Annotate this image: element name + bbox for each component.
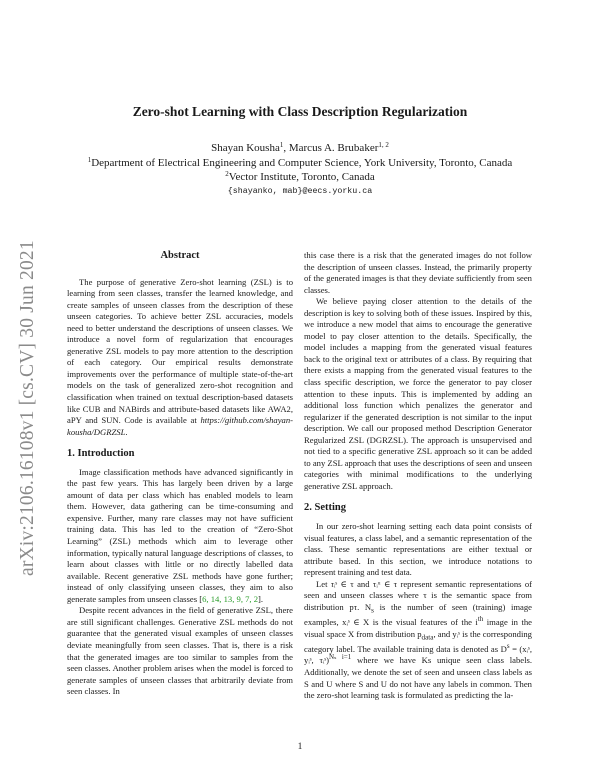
setting-paragraph-2: Let τᵢˢ ∈ τ and τᵢᵘ ∈ τ represent semantic representations of seen and unseen classes where τ is the semantic space from distribution pτ. $N_s$ is the number of seen (training) image examples, xᵢˢ ∈ X is the visual features of the $i^{th}$ image in the visual space X from distribution $p_{data}$, and yᵢˢ is the corresponding category label. The available training data is denoted as $D^s$ = (xᵢˢ, yᵢˢ, τᵢˢ)$^{N_s i=1}$ where we have Ks unique seen class labels. Additionally, we denote the set of seen and unseen class labels as S and U where S and U do not have any labels in common. Then the zero-shot learning task is formulated as predicting the la-	[304, 578, 533, 701]
author-name: Shayan Kousha	[211, 142, 280, 154]
setting-paragraph-1: In our zero-shot learning setting each data point consists of visual features, a class label, and a semantic representation of the class. These semantic representations are either textual or attribute based. In this section, we introduce notations to represent training and test data.	[304, 521, 532, 578]
right-column	[304, 250, 532, 702]
arxiv-stamp-text: arXiv:2106.16108v1 [cs.CV] 30 Jun 2021	[17, 240, 38, 576]
paper-title: Zero-shot Learning with Class Description Regularization	[132, 104, 468, 119]
abstract-text	[67, 277, 293, 439]
page-number: 1	[297, 742, 303, 752]
author-line	[0, 141, 600, 156]
affiliation-text: Department of Electrical Engineering and Computer Science, York University, Toronto, Canada	[91, 156, 513, 169]
intro-paragraph-3: this case there is a risk that the generated images do not follow the description of unseen classes. Instead, the primarily property of the generated images is that they deviate sufficiently from seen classes.	[304, 250, 532, 295]
intro-paragraph-2: Despite recent advances in the field of generative ZSL, there are still significant challenges. Generative ZSL methods do not guarantee that the generated visual examples of unseen classes deviate meaningfully from seen classes. That is, there is a risk that the generated images are too similar to samples from the seen classes. Another problem arises when the model is forced to generate samples of unseen classes that arbitrarily deviate from seen classes. In	[67, 605, 293, 697]
intro-paragraph-1	[67, 467, 293, 606]
author-affil-mark: 1, 2	[378, 141, 389, 149]
affil-mark: 2	[225, 170, 229, 178]
section-heading-setting: 2. Setting	[304, 502, 346, 514]
author-separator: ,	[283, 142, 289, 154]
affiliation-1	[0, 156, 600, 171]
affiliation-text: Vector Institute, Toronto, Canada	[228, 171, 375, 183]
affiliation-2	[0, 170, 600, 185]
intro-paragraph-4: We believe paying closer attention to the details of the description is key to solving both of these issues. Inspired by this, we introduce a new model that aims to encourage the generative model to pay closer attention to the details. Specifically, the model includes a mapping from the generated visual features back to the original text or attributes of a class. By requiring that there exists a mapping from the generated visual features to the class specific description, we force the generator to pay closer attention to these inputs. This is implemented by adding an additional loss function which penalizes the generator and regularizer if the generated description is not similar to the input description. We call our proposed method Description Generator Regularized ZSL (DGRZSL). The approach is unsupervised and not tied to a specific generative ZSL approach so it can be added to any ZSL approach that uses the descriptions of seen and unseen categories with minimal modifications to the underlying generative ZSL approach.	[304, 296, 533, 491]
code-link[interactable]: https://github.com/shayan-kousha/DGRZSL	[67, 415, 293, 437]
abstract-end: .	[125, 426, 128, 437]
citation-links[interactable]: 6, 14, 13, 9, 7, 2	[202, 593, 259, 604]
author-name: Marcus A. Brubaker	[288, 142, 379, 154]
arxiv-stamp	[6, 212, 38, 576]
author-affil-mark: 1	[279, 141, 284, 149]
section-heading-introduction: 1. Introduction	[67, 448, 135, 460]
intro-p1-end: ].	[258, 593, 264, 604]
affil-mark: 1	[87, 155, 92, 164]
author-email: {shayanko, mab}@eecs.yorku.ca	[227, 186, 373, 196]
abstract-body: The purpose of generative Zero-shot learning (ZSL) is to learning from seen classes, transfer the learned knowledge, and create samples of unseen classes from the description of these unseen categories. To achieve better ZSL accuracies, models need to better understand the descriptions of unseen classes. We introduce a novel form of regularization that encourages generative ZSL models to pay more attention to the description of each category. Our empirical results demonstrate improvements over the performance of multiple state-of-the-art models on the task of generalized zero-shot recognition and classification when trained on textual description-based datasets like CUB and NABirds and attribute-based datasets like AWA2, aPY and SUN. Code is available at	[67, 276, 293, 426]
author-block	[0, 141, 600, 199]
intro-p1-text: Image classification methods have advanced significantly in the past few years. This has largely been driven by a large amount of data per class which has enabled models to learn them. However, data gathering can be time-consuming and expensive. Further, many rare classes may not have sufficient training data. This has led to the creation of “Zero-Shot Learning” (ZSL) methods which aim to leverage other information, typically natural language descriptions of classes, to learn about classes with little or no directly labelled data available. Recent generative ZSL methods have gone further; instead of only classifying unseen classes, they aim to also generate samples from unseen classes [	[67, 466, 293, 604]
abstract-heading: Abstract	[160, 250, 200, 261]
left-column	[67, 250, 293, 698]
